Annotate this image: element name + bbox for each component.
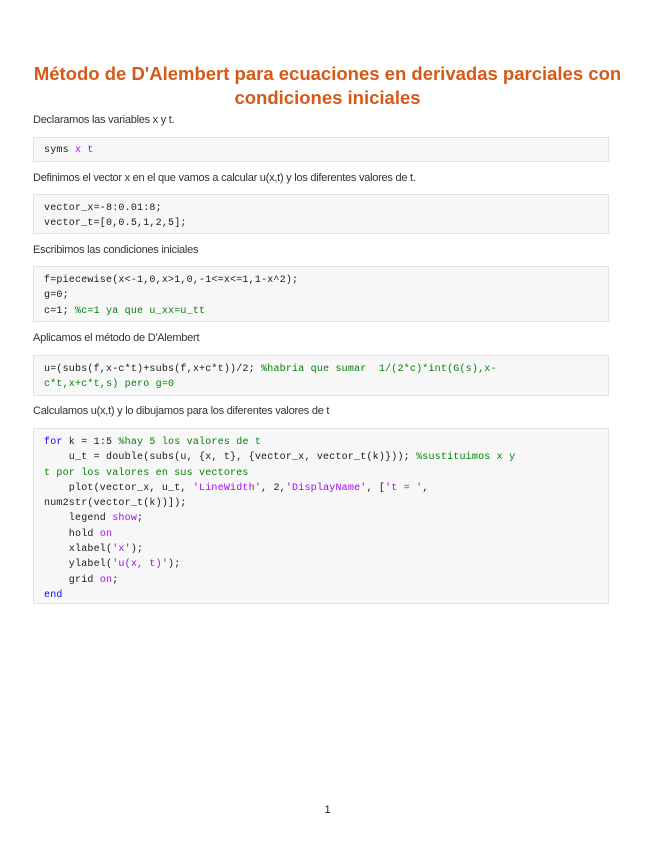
code-block-plot-loop <box>33 428 609 604</box>
paragraph-declare-variables: Declaramos las variables x y t. <box>33 114 175 126</box>
code-token: k = 1:5 <box>62 437 119 448</box>
code-line <box>44 573 600 588</box>
code-token: ); <box>130 544 144 556</box>
code-token: ); <box>168 559 181 571</box>
code-line: num2str(vector_t(k))]); <box>44 498 187 510</box>
code-comment: t por los valores en sus vectores <box>44 467 249 479</box>
code-token: , [ <box>366 482 386 494</box>
code-line <box>44 527 600 542</box>
code-line: g=0; <box>44 290 69 302</box>
code-line <box>44 542 600 557</box>
paragraph-initial-conditions: Escribimos las condiciones iniciales <box>33 244 199 256</box>
code-line: vector_t=[0,0.5,1,2,5]; <box>44 218 187 230</box>
code-block-dalembert <box>33 355 609 396</box>
code-string: 'x' <box>112 544 131 556</box>
code-comment: %hay 5 los valores de t <box>118 437 262 448</box>
code-comment: %sustituimos x y <box>416 452 516 464</box>
code-token: u_t = double(subs(u, {x, t}, {vector_x, vector_t(k)})); <box>44 452 417 464</box>
code-token: c=1; <box>44 305 76 317</box>
code-block-vectors <box>33 194 609 234</box>
code-comment: c*t,x+c*t,s) pero g=0 <box>44 379 175 391</box>
code-token: legend <box>44 513 113 525</box>
code-block-syms <box>33 137 609 162</box>
code-block-initial-conditions <box>33 266 609 322</box>
code-line <box>44 557 600 572</box>
code-keyword: end <box>44 589 63 601</box>
code-token: hold <box>44 528 100 540</box>
code-token: syms <box>44 145 76 156</box>
code-token: u=(subs(f,x-c*t)+subs(f,x+c*t))/2; <box>44 364 262 375</box>
code-line: f=piecewise(x<-1,0,x>1,0,-1<=x<=1,1-x^2); <box>44 275 299 286</box>
code-string: on <box>99 528 113 540</box>
code-string: x t <box>75 145 94 156</box>
code-line <box>44 450 600 465</box>
code-string: show <box>112 513 138 525</box>
code-line <box>44 435 600 450</box>
code-comment: %c=1 ya que u_xx=u_tt <box>75 305 206 317</box>
code-token: plot(vector_x, u_t, <box>44 482 193 494</box>
code-line <box>44 304 600 319</box>
code-token: xlabel( <box>44 544 113 556</box>
code-string: on <box>99 574 113 586</box>
code-token: ; <box>137 513 144 525</box>
code-line <box>44 511 600 526</box>
code-string: 'u(x, t)' <box>112 559 169 571</box>
paragraph-define-vector: Definimos el vector x en el que vamos a calcular u(x,t) y los diferentes valores de t. <box>33 172 416 184</box>
page-number: 1 <box>324 804 331 816</box>
code-comment: %habria que sumar 1/(2*c)*int(G(s),x- <box>261 364 497 375</box>
code-string: 'LineWidth' <box>192 482 262 494</box>
paragraph-apply-method: Aplicamos el método de D'Alembert <box>33 332 200 344</box>
code-string: 'DisplayName' <box>285 482 367 494</box>
code-string: 't = ' <box>385 482 423 494</box>
code-token: , 2, <box>261 482 286 494</box>
code-line <box>44 362 600 377</box>
code-line <box>44 143 600 158</box>
code-token: grid <box>44 574 100 586</box>
code-keyword: for <box>44 437 63 448</box>
code-line: vector_x=-8:0.01:8; <box>44 203 162 214</box>
code-token: , <box>422 482 429 494</box>
code-line <box>44 481 600 496</box>
code-token: ; <box>112 574 119 586</box>
page-title: Método de D'Alembert para ecuaciones en derivadas parciales con condiciones iniciales <box>33 63 622 108</box>
code-token: ylabel( <box>44 559 113 571</box>
paragraph-compute-plot: Calculamos u(x,t) y lo dibujamos para los diferentes valores de t <box>33 405 330 417</box>
